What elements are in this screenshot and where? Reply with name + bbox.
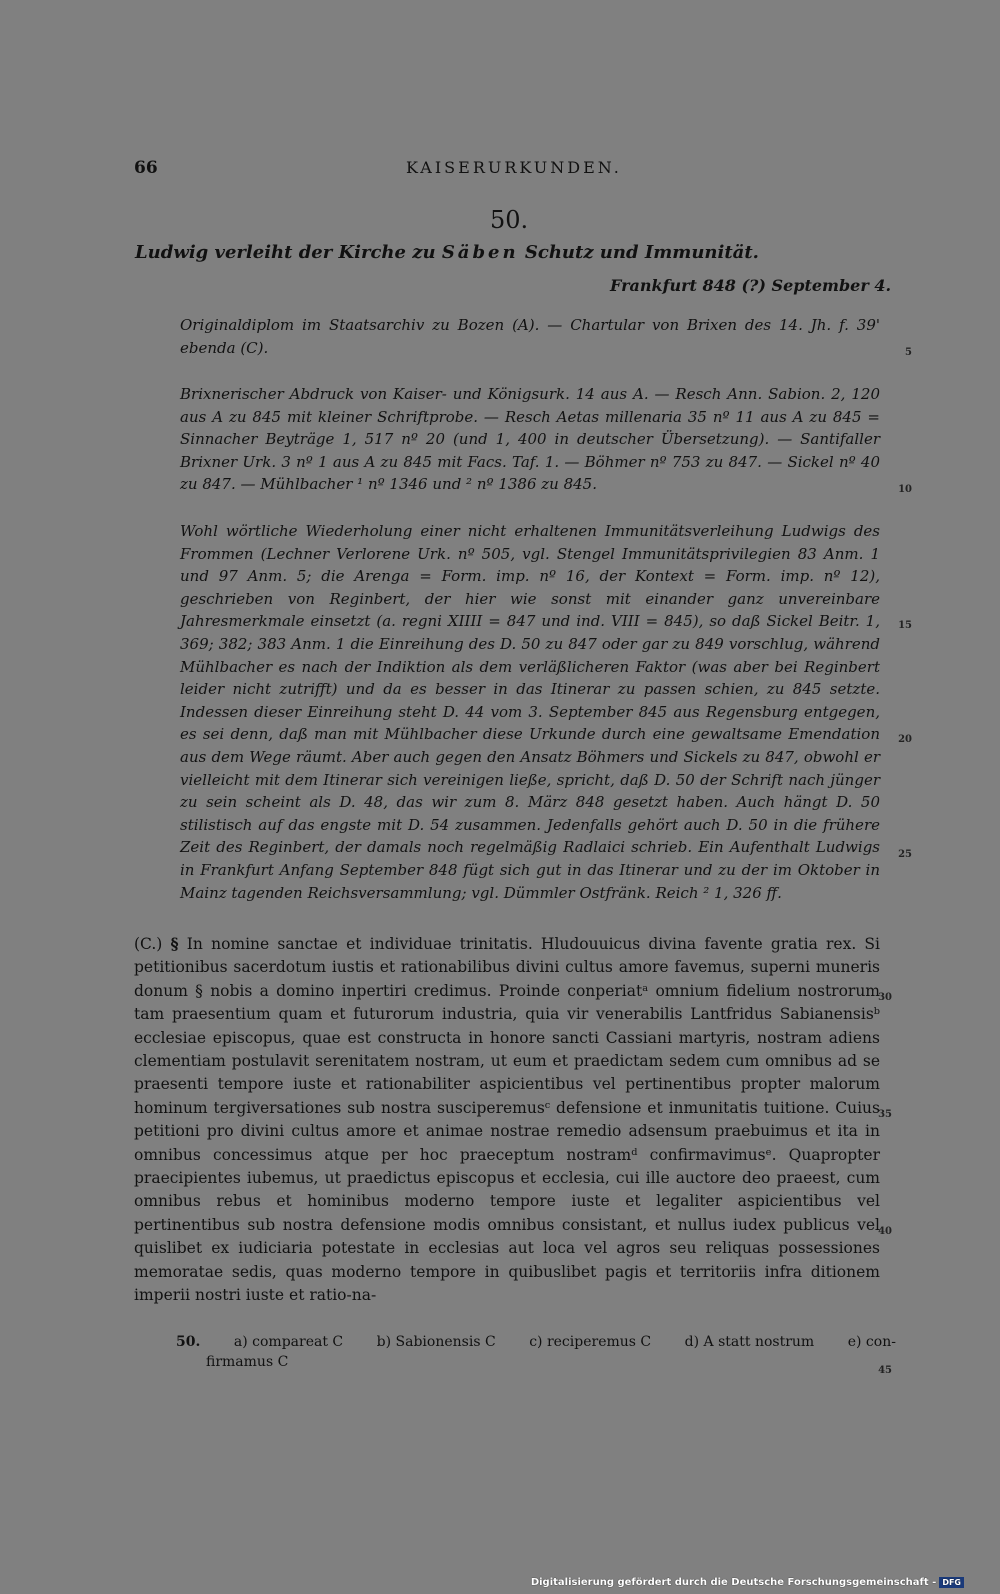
main-prefix: (C.) bbox=[134, 935, 171, 953]
line-number: 35 bbox=[878, 1109, 892, 1120]
digitization-credit bbox=[531, 1577, 964, 1588]
dfg-logo-icon: DFG bbox=[939, 1577, 964, 1588]
line-number: 15 bbox=[898, 620, 912, 631]
page-number: 66 bbox=[134, 158, 158, 178]
footnote-b: b) Sabionensis C bbox=[376, 1334, 496, 1350]
running-title: KAISERURKUNDEN. bbox=[406, 158, 622, 177]
footnote-continuation: firmamus C bbox=[206, 1354, 289, 1370]
line-number: 25 bbox=[898, 849, 912, 860]
document-title bbox=[135, 242, 880, 263]
document-number: 50. bbox=[490, 206, 529, 234]
place-date: Frankfurt 848 (?) September 4. bbox=[610, 276, 892, 295]
line-number: 45 bbox=[878, 1365, 892, 1376]
title-place-spaced: Säben bbox=[441, 242, 519, 263]
footnote-a: a) compareat C bbox=[233, 1334, 344, 1350]
credit-text: Digitalisierung gefördert durch die Deutsche Forschungsgemeinschaft - bbox=[530, 1577, 937, 1588]
line-number: 40 bbox=[878, 1226, 892, 1237]
tradition-block bbox=[180, 314, 880, 359]
chrismon-symbol: § bbox=[170, 934, 179, 953]
prints-block bbox=[180, 383, 880, 496]
commentary-paragraph: Wohl wörtliche Wiederholung einer nicht erhaltenen Immunitätsverleihung Ludwigs des Frommen (Lechner Verlorene Urk. nº 505, vgl. Stengel Immunitätsprivilegien 83 Anm. 1 und 97 Anm. 5; die Arenga = Form. imp. nº 16, der Kontext = Form. imp. nº 12), geschrieben von Reginbert, der hier wie sonst mit einander ganz unvereinbare Jahresmerkmale einsetzt (a. regni XIIII = 847 und ind. VIII = 845), so daß Sickel Beitr. 1, 369; 382; 383 Anm. 1 die Einreihung des D. 50 zu 847 oder gar zu 849 vorschlug, während Mühlbacher es nach der Indiktion als dem verläßlicheren Faktor (was aber bei Reginbert leider nicht zutrifft) und da es besser in das Itinerar zu passen schien, zu 845 setzte. Indessen dieser Einreihung steht D. 44 vom 3. September 845 aus Regensburg entgegen, es sei denn, daß man mit Mühlbacher diese Urkunde durch eine gewaltsame Emendation aus dem Wege räumt. Aber auch gegen den Ansatz Böhmers und Sickels zu 847, obwohl er vielleicht mit dem Itinerar sich vereinigen ließe, spricht, daß D. 50 der Schrift nach jünger zu sein scheint als D. 48, das wir zum 8. März 848 gesetzt haben. Auch hängt D. 50 stilistisch auf das engste mit D. 54 zusammen. Jedenfalls gehört auch D. 50 in die frühere Zeit des Reginbert, der damals noch regelmäßig Radlaici schrieb. Ein Aufenthalt Ludwigs in Frankfurt Anfang September 848 fügt sich gut in das Itinerar und zu der im Oktober in Mainz tagenden Reichsversammlung; vgl. Dümmler Ostfränk. Reich ² 1, 326 ff. bbox=[180, 522, 880, 902]
tradition-paragraph: Originaldiplom im Staatsarchiv zu Bozen (A). — Chartular von Brixen des 14. Jh. f. 39' ebenda (C). bbox=[180, 316, 880, 357]
main-body: In nomine sanctae et individuae trinitatis. Hludouuicus divina favente gratia rex. Si petitionibus sacerdotum iustis et rationabilibus divini cultus amore favemus, superni muneris donum § nobis a domino inpertiri credimus. Proinde conperiatᵃ omnium fidelium nostrorum tam praesentium quam et futurorum industria, quia vir venerabilis Lantfridus Sabianensisᵇ ecclesiae episcopus, quae est constructa in honore sancti Cassiani martyris, nostram adiens clementiam postulavit serenitatem nostram, ut eum et praedictam sedem cum omnibus ad se praesenti tempore iuste et rationabiliter aspicientibus vel pertinentibus propter malorum hominum tergiversationes sub nostra susciperemusᶜ defensione et inmunitatis tuitione. Cuius petitioni pro divini cultus amore et animae nostrae remedio adsensum praebuimus et ita in omnibus concessimus atque per hoc praeceptum nostramᵈ confirmavimusᵉ. Quapropter praecipientes iubemus, ut praedictus episcopus et ecclesia, cui ille auctore deo praeest, cum omnibus rebus et hominibus moderno tempore iuste et legaliter aspicientibus vel pertinentibus sub nostra defensione modis omnibus consistant, et nullus iudex publicus vel quislibet ex iudiciaria potestate in ecclesias aut loca vel agros seu reliquas possessiones memoratae sedis, quas moderno tempore in quibuslibet pagis et territoriis infra ditionem imperii nostri iuste et ratio-na- bbox=[134, 935, 880, 1305]
footnote-label: 50. bbox=[176, 1334, 201, 1350]
footnote-c: c) reciperemus C bbox=[529, 1334, 652, 1350]
footnotes bbox=[176, 1332, 896, 1372]
main-text bbox=[134, 932, 880, 1308]
prints-paragraph: Brixnerischer Abdruck von Kaiser- und Königsurk. 14 aus A. — Resch Ann. Sabion. 2, 120 aus A zu 845 mit kleiner Schriftprobe. — Resch Aetas millenaria 35 nº 11 aus A zu 845 = Sinnacher Beyträge 1, 517 nº 20 (und 1, 400 in deutscher Übersetzung). — Santifaller Brixner Urk. 3 nº 1 aus A zu 845 mit Facs. Taf. 1. — Böhmer nº 753 zu 847. — Sickel nº 40 zu 847. — Mühlbacher ¹ nº 1346 und ² nº 1386 zu 845. bbox=[180, 385, 880, 494]
line-number: 20 bbox=[898, 734, 912, 745]
commentary-block bbox=[180, 520, 880, 904]
title-part-a: Ludwig verleiht der Kirche zu bbox=[135, 242, 442, 263]
line-number: 5 bbox=[905, 347, 912, 358]
footnote-d: d) A statt nostrum bbox=[684, 1334, 815, 1350]
footnote-e: e) con- bbox=[847, 1334, 896, 1350]
title-part-b: Schutz und Immunität. bbox=[518, 242, 759, 263]
line-number: 30 bbox=[878, 992, 892, 1003]
line-number: 10 bbox=[898, 484, 912, 495]
